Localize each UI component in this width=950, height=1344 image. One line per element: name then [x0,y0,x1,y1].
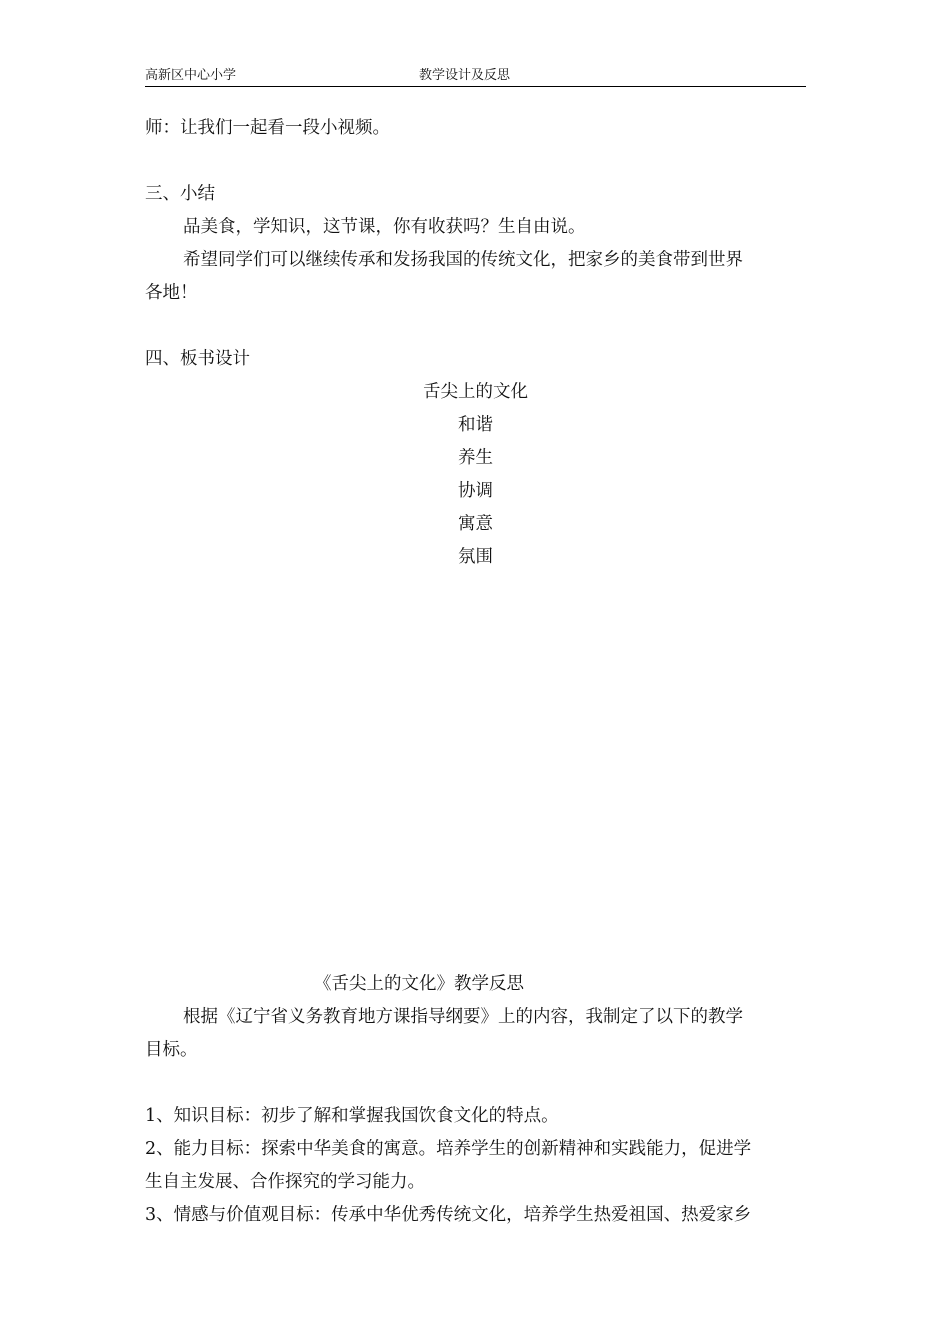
goal-emotion-line1: 3、情感与价值观目标：传承中华优秀传统文化，培养学生热爱祖国、热爱家乡 [145,1205,752,1225]
goal-ability-line1: 2、能力目标：探索中华美食的寓意。培养学生的创新精神和实践能力，促进学 [145,1139,752,1159]
board-item: 养生 [458,448,493,468]
paragraph-teacher-video: 师：让我们一起看一段小视频。 [145,118,390,138]
goal-knowledge: 1、知识目标：初步了解和掌握我国饮食文化的特点。 [145,1106,559,1126]
board-item: 和谐 [458,415,493,435]
board-title: 舌尖上的文化 [423,382,528,402]
page-header [145,66,806,87]
header-school-name: 高新区中心小学 [145,68,237,83]
board-item: 寓意 [458,514,493,534]
paragraph-hope-line2: 各地！ [145,283,198,303]
goal-ability-line2: 生自主发展、合作探究的学习能力。 [145,1172,425,1192]
section-heading-summary: 三、小结 [145,184,215,204]
paragraph-hope-line1: 希望同学们可以继续传承和发扬我国的传统文化，把家乡的美食带到世界 [183,250,743,270]
section-heading-board-design: 四、板书设计 [145,349,250,369]
board-item: 协调 [458,481,493,501]
paragraph-summary-question: 品美食，学知识，这节课，你有收获吗？生自由说。 [183,217,586,237]
reflection-title: 《舌尖上的文化》教学反思 [314,974,524,994]
reflection-intro-line2: 目标。 [145,1040,198,1060]
header-doc-title: 教学设计及反思 [419,68,511,83]
board-item: 氛围 [458,547,493,567]
reflection-intro-line1: 根据《辽宁省义务教育地方课指导纲要》上的内容，我制定了以下的教学 [183,1007,743,1027]
